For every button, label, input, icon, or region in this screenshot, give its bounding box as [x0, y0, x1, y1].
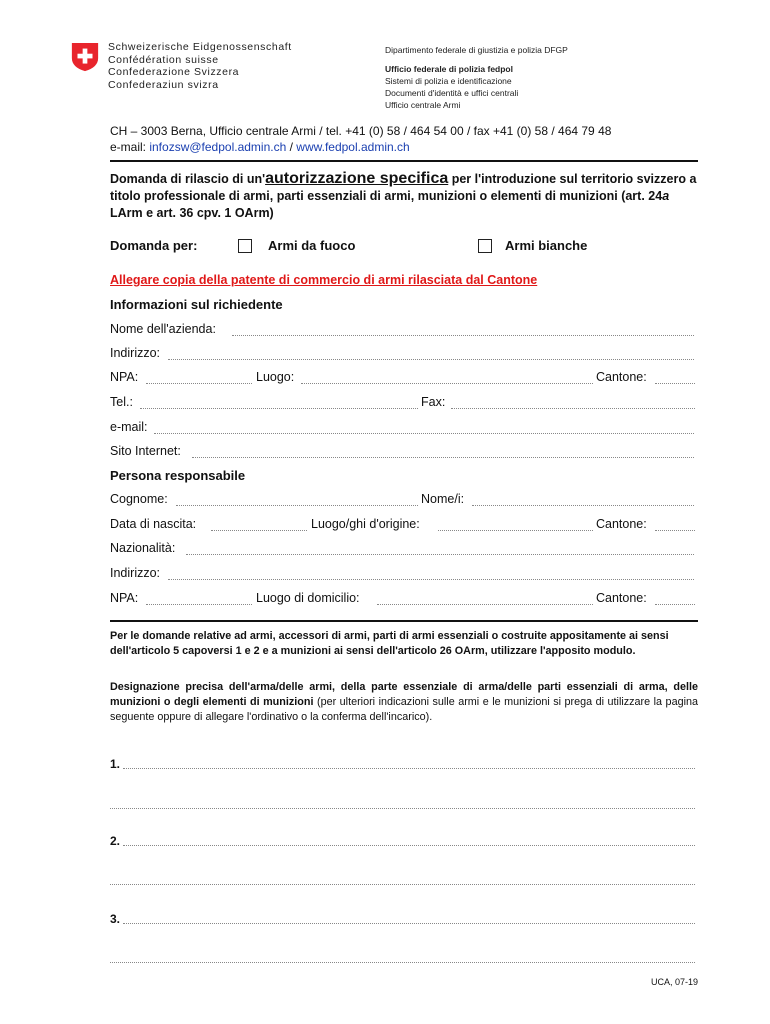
- designation-note: [110, 680, 698, 725]
- website-input[interactable]: [192, 457, 694, 458]
- federation-line: Confédération suisse: [108, 53, 219, 66]
- firearms-checkbox[interactable]: [238, 239, 252, 253]
- canton-input[interactable]: [655, 530, 695, 531]
- address-input[interactable]: [168, 359, 694, 360]
- canton-label: Cantone:: [596, 370, 647, 384]
- department-block: [385, 44, 568, 111]
- blades-label: Armi bianche: [505, 238, 588, 253]
- item-input[interactable]: [110, 884, 695, 885]
- item-input[interactable]: [123, 845, 695, 846]
- canton-input[interactable]: [655, 383, 695, 384]
- birthdate-input[interactable]: [211, 530, 307, 531]
- separator: /: [286, 139, 297, 154]
- firearms-label: Armi da fuoco: [268, 238, 356, 253]
- company-label: Nome dell'azienda:: [110, 322, 216, 336]
- title-italic: a: [662, 189, 670, 203]
- place-label: Luogo:: [256, 370, 295, 384]
- item-input[interactable]: [123, 923, 695, 924]
- place-input[interactable]: [301, 383, 593, 384]
- canton-label: Cantone:: [596, 517, 647, 531]
- tel-input[interactable]: [140, 408, 418, 409]
- designation-note-rest: (per ulteriori indicazioni sulle armi e le munizioni si prega di utilizzare la pagina seguente oppure di allegare l'ordinativo o la conferma dell'incarico).: [110, 696, 698, 723]
- nationality-input[interactable]: [186, 554, 694, 555]
- item-input[interactable]: [110, 962, 695, 963]
- swiss-coat-of-arms-icon: [70, 42, 100, 72]
- federation-line: Schweizerische Eidgenossenschaft: [108, 41, 292, 53]
- npa-input[interactable]: [146, 604, 252, 605]
- tel-label: Tel.:: [110, 395, 133, 409]
- birthdate-label: Data di nascita:: [110, 517, 197, 531]
- surname-label: Cognome:: [110, 492, 168, 506]
- origin-input[interactable]: [438, 530, 593, 531]
- unit-line: Ufficio centrale Armi: [385, 100, 461, 110]
- nationality-label: Nazionalità:: [110, 541, 176, 555]
- fax-label: Fax:: [421, 395, 446, 409]
- attach-notice: Allegare copia della patente di commercio di armi rilasciata dal Cantone: [110, 273, 538, 287]
- request-label: Domanda per:: [110, 238, 198, 253]
- canton-input[interactable]: [655, 604, 695, 605]
- federation-line: Confederazione Svizzera: [108, 66, 240, 78]
- email-label: e-mail:: [110, 139, 150, 154]
- unit-line: Sistemi di polizia e identificazione: [385, 76, 512, 86]
- department-name: Dipartimento federale di giustizia e polizia DFGP: [385, 45, 568, 55]
- item-number: 1.: [110, 757, 121, 771]
- names-label: Nome/i:: [421, 492, 465, 506]
- website-link[interactable]: www.fedpol.admin.ch: [296, 139, 410, 154]
- website-label: Sito Internet:: [110, 444, 181, 458]
- company-input[interactable]: [232, 335, 694, 336]
- title-emphasis: autorizzazione specifica: [265, 170, 449, 187]
- responsible-heading: Persona responsabile: [110, 468, 246, 483]
- email-input[interactable]: [154, 433, 694, 434]
- item-number: 2.: [110, 834, 121, 848]
- surname-input[interactable]: [176, 505, 418, 506]
- federation-name: [108, 41, 292, 91]
- canton-label: Cantone:: [596, 591, 647, 605]
- designation-note-bold: Designazione precisa dell'arma/delle armi, della parte essenziale di arma/delle parti essenziali di arma, delle munizioni o degli elementi di munizioni: [110, 681, 698, 708]
- npa-label: NPA:: [110, 591, 139, 605]
- address-input[interactable]: [168, 579, 694, 580]
- contact-block: [110, 124, 611, 155]
- form-code: UCA, 07-19: [650, 977, 698, 987]
- fax-input[interactable]: [451, 408, 695, 409]
- forms-note: Per le domande relative ad armi, accessori di armi, parti di armi essenziali o costruite appositamente ai sensi dell'articolo 5 capoversi 1 e 2 e a munizioni ai sensi dell'articolo 26 OArm, utilizzare l'apposito modulo.: [110, 630, 669, 657]
- form-title: [110, 170, 700, 222]
- request-row: [110, 238, 197, 253]
- names-input[interactable]: [472, 505, 694, 506]
- federation-line: Confederaziun svizra: [108, 78, 219, 91]
- address-line: CH – 3003 Berna, Ufficio centrale Armi / tel. +41 (0) 58 / 464 54 00 / fax +41 (0) 58 / 464 79 48: [110, 124, 612, 138]
- domicile-label: Luogo di domicilio:: [256, 591, 360, 605]
- divider: [110, 160, 698, 162]
- item-input[interactable]: [110, 808, 695, 809]
- item-number: 3.: [110, 912, 121, 926]
- origin-label: Luogo/ghi d'origine:: [311, 517, 420, 531]
- npa-input[interactable]: [146, 383, 252, 384]
- title-text: LArm e art. 36 cpv. 1 OArm): [110, 206, 274, 220]
- divider: [110, 620, 698, 622]
- address-label: Indirizzo:: [110, 346, 161, 360]
- email-link[interactable]: infozsw@fedpol.admin.ch: [149, 139, 287, 154]
- item-input[interactable]: [123, 768, 695, 769]
- blades-checkbox[interactable]: [478, 239, 492, 253]
- unit-line: Documenti d'identità e uffici centrali: [385, 88, 519, 98]
- address-label: Indirizzo:: [110, 566, 161, 580]
- office-name: Ufficio federale di polizia fedpol: [385, 64, 513, 74]
- npa-label: NPA:: [110, 370, 139, 384]
- title-text: per l'introduzione sul territorio svizzero a titolo professionale di armi, parti essenziali di armi, munizioni o elementi di munizioni (art. 24: [110, 172, 697, 203]
- email-field-label: e-mail:: [110, 420, 148, 434]
- applicant-heading: Informazioni sul richiedente: [110, 297, 283, 312]
- domicile-input[interactable]: [377, 604, 593, 605]
- title-text: Domanda di rilascio di un': [110, 172, 266, 186]
